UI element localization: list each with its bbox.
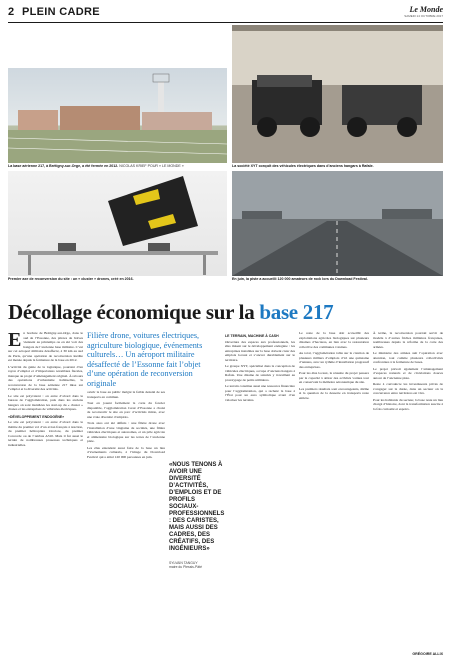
header-rule	[8, 22, 443, 23]
page-header	[8, 6, 443, 20]
quote-author-name: SYLVAIN TANGUY	[169, 561, 198, 565]
article-column-2	[87, 390, 165, 653]
quote-author-role: maire du Plessis-Pâté	[169, 565, 202, 569]
paragraph: Tout en jouant facilement la carte du foncier disponible, l’agglomération Cœur d’Essonne a choisi de reconvertir le site en parc d’activités mixte, avec une vraie diversité d’emplois.	[87, 401, 165, 419]
article-column-1	[8, 331, 83, 653]
section-title: PLEIN CADRE	[22, 6, 100, 18]
caption-hangars	[8, 164, 227, 168]
photo-road	[232, 171, 443, 276]
caption-vehicles	[232, 164, 443, 168]
paragraph: Les premiers résultats sont encourageants, même si la question de la desserte en transports reste entière.	[299, 386, 369, 400]
standfirst: Filière drone, voitures électriques, agriculture biologique, événements culturels… Un aéroport militaire désaffecté de l’Essonne fait l’objet d’une opération de reconversion originale	[87, 331, 203, 388]
paragraph: Trois axes ont été définis : une filière drone avec l’installation d’une vingtaine de sociétés, une filière véhicules électriques et autonomes, et un pôle agricole et alimentaire biologique sur les terres de l’ancienne piste.	[87, 421, 165, 443]
paragraph: Ouverture des espaces aux professionnels, les élus misent sur le développement endogène : les entreprises installées sur la base doivent créer des emplois locaux et s’ancrer durablement sur le territoire.	[225, 339, 295, 362]
issue-date: SAMEDI 14 OCTOBRE 2017	[404, 14, 443, 18]
photo-drone	[8, 171, 227, 276]
paragraph: Le terrain constitue aussi une ressource financière pour l’agglomération, qui a racheté la base à l’État pour un euro symbolique avant d’en valoriser les terrains.	[225, 384, 295, 402]
photo-hangars	[8, 68, 227, 163]
paragraph: Pour les élus locaux, la réussite du projet passera par la capacité à attirer des activités variées tout en conservant la mémoire aéronautique du site.	[299, 371, 369, 384]
caption-drone-text: Premier axe de reconversion du site : un « cluster » drones, créé en 2016.	[8, 277, 134, 281]
paragraph: Au total, l’agglomération table sur la création de plusieurs milliers d’emplois d’ici une quinzaine d’années, avec un rythme d’installation progressif des entreprises.	[299, 351, 369, 369]
headline-accent: base 217	[259, 300, 334, 324]
caption-road-text: En juin, la piste a accueilli 120 000 amateurs de rock lors du Download Festival.	[232, 277, 368, 281]
headline-main: Décollage économique sur la	[8, 300, 255, 324]
caption-hangars-text: La base aérienne 217, à Brétigny-sur-Orge, a été fermée en 2012.	[8, 164, 119, 168]
paragraph: Le projet prévoit également l’aménagement d’espaces naturels et de circulations douces autour de l’ancienne piste.	[373, 366, 443, 380]
paragraph: Le site est polyvalent : on entre d’abord dans le théâtre du premier vol d’un avion français à réaction, du premier hélicoptère tricolore, du premier Concorde ou de l’Airbus A310. Mais il fut aussi le terrain de nombreuses prouesses techniques et industrielles.	[8, 420, 83, 447]
dropcap: E	[8, 331, 22, 351]
caption-drone	[8, 277, 227, 281]
author-signature: GRÉGOIRE ALLIX	[412, 652, 443, 656]
pull-quote: «NOUS TENONS À AVOIR UNE DIVERSITÉ D’ACTIVITÉS, D’EMPLOIS ET DE PROFILS SOCIAUX-PROFESSIONNELS : DES CARISTES, MAIS AUSSI DES CADRES, DES CRÉATIFS, DES INGÉNIEURS»	[169, 462, 225, 552]
road-illustration	[232, 171, 443, 276]
article-column-4	[299, 331, 369, 653]
vehicles-illustration	[232, 25, 443, 163]
paragraph: Les élus entendent aussi faire de la base un lieu d’événements culturels, à l’image du Download Festival qui a attiré 120 000 personnes en juin.	[87, 445, 165, 459]
caption-hangars-credit: NICOLAS KRIEF POUR « LE MONDE »	[119, 164, 184, 168]
paragraph	[8, 331, 83, 363]
page-number: 2	[8, 6, 15, 18]
paragraph: ouvrir la base au public malgré la faible densité de ses transports en commun.	[87, 390, 165, 399]
article-column-3	[225, 331, 295, 653]
paragraph: Pour les habitants du secteur, la base reste un lieu chargé d’histoire, dont la transformation suscite à la fois curiosité et espoirs.	[373, 397, 443, 411]
subheading: LE TERRAIN, MACHINE À CASH	[225, 334, 279, 338]
paragraph: Reste à convaincre les investisseurs privés de s’engager sur la durée, dans un secteur où la concurrence entre territoires est vive.	[373, 382, 443, 395]
paragraph: Le groupe XYT, spécialisé dans la conception de véhicules électriques, occupe d’anciens hangars à Rafale. Une dizaine de salariés y travaillent au prototypage de petits utilitaires.	[225, 364, 295, 382]
paragraph: L’activité du génie de la logistique, pourtant d’un rayon d’emploi et d’importantes retombées fiscales, manque au projet d’aménagement original. À rebours des opérations d’urbanisme habituelles, la reconversion de la base aérienne 217 mise sur l’emploi et la diversité des activités.	[8, 364, 83, 391]
newspaper-logo: Le Monde	[409, 5, 443, 14]
paragraph: Le ministère des armées suit l’opération avec attention, tout comme plusieurs collectivités confrontées à la fermeture de bases.	[373, 351, 443, 364]
paragraph: Le site est polyvalent : on entre d’abord dans le bureau de l’agglomération, puis dans les anciens hangars où sont installées les start-up du « cluster » drones et les entreprises de véhicules électriques.	[8, 393, 83, 411]
caption-road	[232, 277, 443, 281]
article-column-5	[373, 331, 443, 653]
pull-quote-author	[169, 561, 223, 569]
hangars-illustration	[8, 68, 227, 163]
subheading: «DÉVELOPPEMENT ENDOGÈNE»	[8, 414, 65, 419]
paragraph: À terme, la reconversion pourrait servir de modèle à d’autres friches militaires françaises, nombreuses depuis la réforme de la carte des armées.	[373, 331, 443, 349]
paragraph: Le reste de la base doit accueillir des exploitations agricoles biologiques sur plusieurs dizaines d’hectares, en lien avec la restauration collective des communes voisines.	[299, 331, 369, 349]
caption-vehicles-text: La société XYT conçoit des véhicules électriques dans d’anciens hangars à Rafale.	[232, 164, 374, 168]
photo-vehicles	[232, 25, 443, 163]
drone-illustration	[8, 171, 227, 276]
article-headline	[8, 300, 443, 325]
paragraph-text: n bordure de Brétigny-sur-Orge, dans le sud de l’Essonne, des pilotes de brèves viennent au printemps ou en été voir des hangars de l’ancienne base militaire. C’est sur cet aéroport militaire désaffecté, à 30 km au sud de Paris, qu’une opération de reconversion inédite est menée depuis la fermeture de la base en 2012.	[8, 331, 83, 362]
